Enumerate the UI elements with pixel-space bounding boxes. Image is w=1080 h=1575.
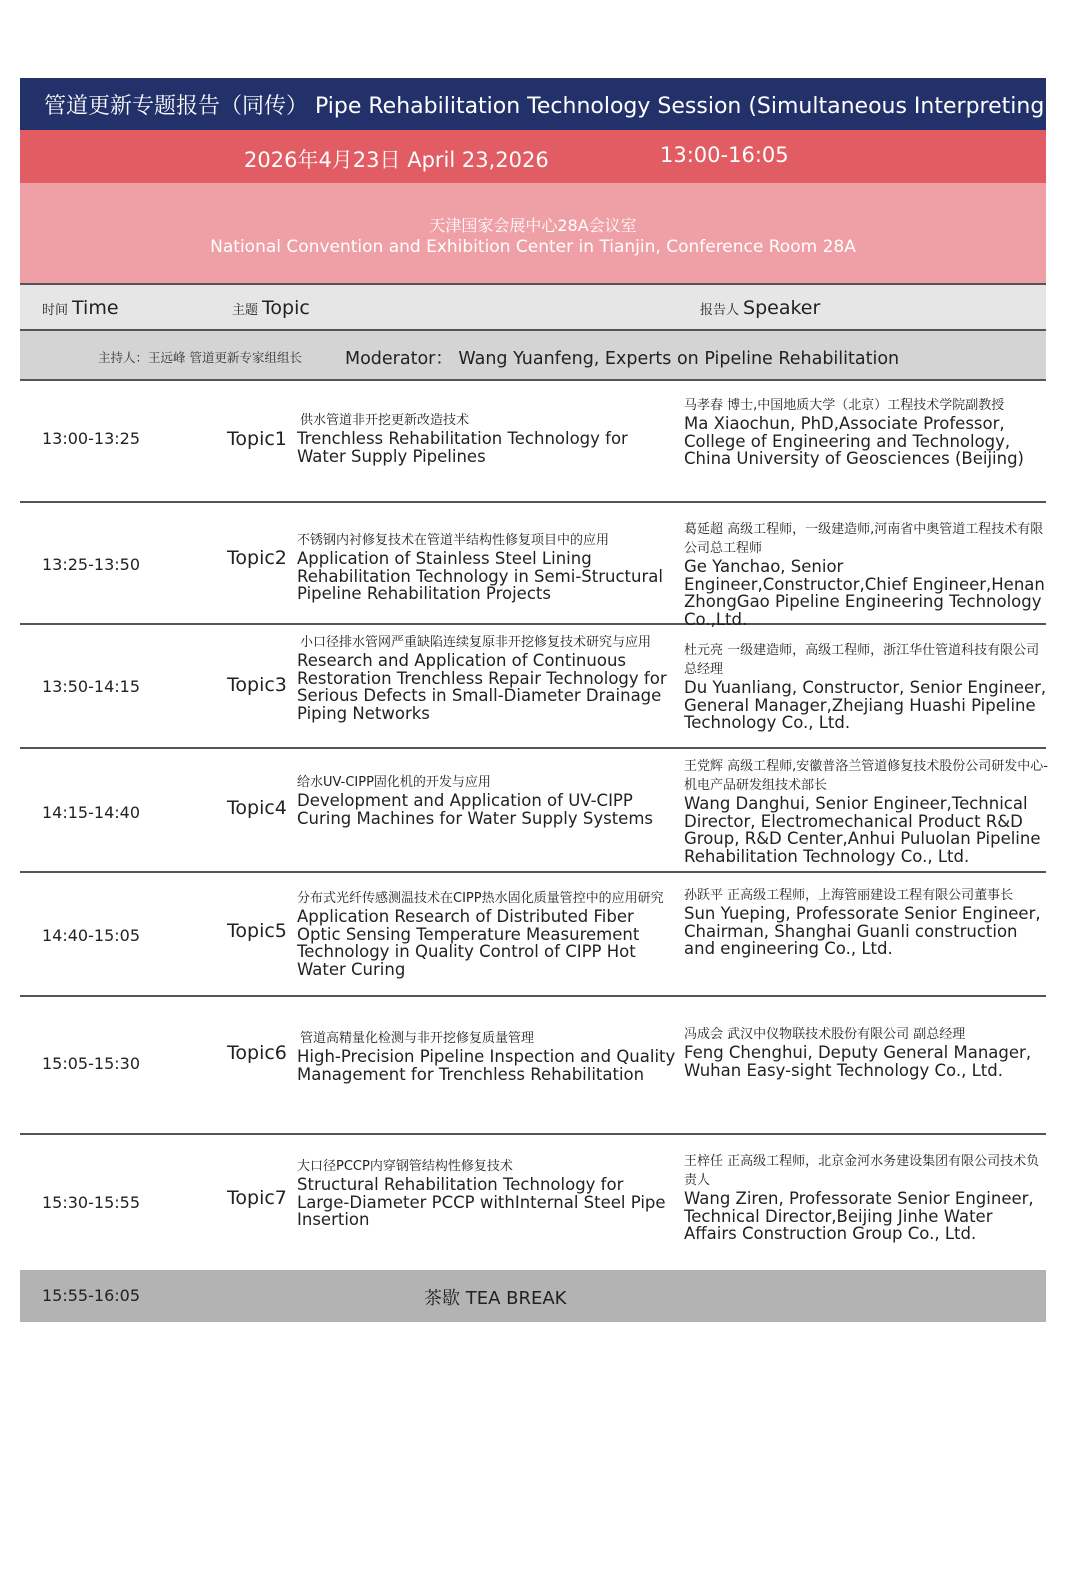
column-header-topic — [232, 297, 310, 319]
row-topic-cn: 小口径排水管网严重缺陷连续复原非开挖修复技术研究与应用 — [300, 635, 652, 650]
row-speaker-en: Wang Danghui, Senior Engineer,Technical Director, Electromechanical Product R&D Group, R&D Center,Anhui Puluolan Pipeline Rehabilitation Technology Co., Ltd. — [684, 794, 1041, 866]
row-topic-number: Topic2 — [227, 547, 287, 569]
row-topic-en: Trenchless Rehabilitation Technology for Water Supply Pipelines — [297, 429, 628, 466]
tea-break-label: 茶歇 TEA BREAK — [424, 1288, 567, 1309]
row-topic-en: Development and Application of UV-CIPP Curing Machines for Water Supply Systems — [297, 791, 653, 828]
row-speaker — [684, 757, 1050, 865]
row-topic-cn: 分布式光纤传感测温技术在CIPP热水固化质量管控中的应用研究 — [297, 891, 664, 906]
agenda-row — [20, 1135, 1046, 1243]
row-topic — [297, 1157, 677, 1229]
row-topic-cn: 供水管道非开挖更新改造技术 — [300, 413, 470, 428]
row-topic — [297, 773, 677, 827]
row-topic-en: Structural Rehabilitation Technology for Large-Diameter PCCP withInternal Steel Pipe Insertion — [297, 1175, 666, 1229]
row-topic-cn: 不锈钢内衬修复技术在管道半结构性修复项目中的应用 — [297, 533, 610, 548]
row-speaker — [684, 641, 1050, 732]
row-speaker — [684, 1025, 1050, 1079]
row-topic-number: Topic1 — [227, 428, 287, 450]
row-speaker-cn: 马孝春 博士,中国地质大学（北京）工程技术学院副教授 — [684, 398, 1005, 413]
venue-en: National Convention and Exhibition Center in Tianjin, Conference Room 28A — [210, 237, 856, 257]
row-speaker-en: Wang Ziren, Professorate Senior Engineer, Technical Director,Beijing Jinhe Water Affairs Construction Group Co., Ltd. — [684, 1189, 1034, 1243]
row-topic-number: Topic6 — [227, 1042, 287, 1064]
column-header-topic-cn: 主题 — [232, 303, 259, 318]
row-topic-cn: 大口径PCCP内穿钢管结构性修复技术 — [297, 1159, 513, 1174]
row-topic-en: Application Research of Distributed Fiber Optic Sensing Temperature Measurement Technology in Quality Control of CIPP Hot Water Curing — [297, 907, 640, 979]
agenda-row — [20, 749, 1046, 873]
column-header-row — [20, 283, 1046, 331]
row-speaker-en: Feng Chenghui, Deputy General Manager, Wuhan Easy-sight Technology Co., Ltd. — [684, 1043, 1032, 1080]
row-speaker-cn: 王梓任 正高级工程师，北京金河水务建设集团有限公司技术负责人 — [684, 1154, 1040, 1188]
column-header-speaker-en: Speaker — [743, 297, 821, 319]
tea-break-time: 15:55-16:05 — [42, 1286, 140, 1305]
date-time-bar — [20, 130, 1046, 183]
row-time: 15:30-15:55 — [42, 1193, 140, 1212]
row-topic-cn: 给水UV-CIPP固化机的开发与应用 — [297, 775, 491, 790]
row-topic — [297, 411, 677, 465]
row-topic-cn: 管道高精量化检测与非开挖修复质量管理 — [300, 1031, 535, 1046]
row-speaker-en: Du Yuanliang, Constructor, Senior Engineer, General Manager,Zhejiang Huashi Pipeline Technology Co., Ltd. — [684, 678, 1047, 732]
row-topic-number: Topic3 — [227, 674, 287, 696]
column-header-speaker — [700, 297, 820, 319]
agenda-row — [20, 503, 1046, 629]
row-speaker — [684, 1152, 1050, 1243]
column-header-speaker-cn: 报告人 — [700, 303, 740, 318]
row-topic-en: High-Precision Pipeline Inspection and Quality Management for Trenchless Rehabilitation — [297, 1047, 676, 1084]
agenda-sheet — [20, 78, 1053, 1322]
row-topic-en: Research and Application of Continuous Restoration Trenchless Repair Technology for Serious Defects in Small-Diameter Drainage Piping Networks — [297, 651, 667, 723]
column-header-time-cn: 时间 — [42, 303, 69, 318]
agenda-row — [20, 873, 1046, 997]
venue-bar — [20, 183, 1046, 283]
tea-break-row — [20, 1270, 1046, 1322]
row-speaker-en: Sun Yueping, Professorate Senior Engineer, Chairman, Shanghai Guanli construction and engineering Co., Ltd. — [684, 904, 1041, 958]
column-header-topic-en: Topic — [262, 297, 310, 319]
row-speaker — [684, 396, 1050, 468]
agenda-row — [20, 625, 1046, 749]
row-speaker-cn: 冯成会 武汉中仪物联技术股份有限公司 副总经理 — [684, 1027, 966, 1042]
row-speaker-en: Ge Yanchao, Senior Engineer,Constructor,Chief Engineer,Henan ZhongGao Pipeline Engineering Technology Co.,Ltd. — [684, 557, 1045, 629]
session-title: 管道更新专题报告（同传） Pipe Rehabilitation Technology Session (Simultaneous Interpreting) — [44, 93, 1053, 119]
row-speaker-cn: 葛延超 高级工程师，一级建造师,河南省中奥管道工程技术有限公司总工程师 — [684, 522, 1044, 556]
row-time: 14:40-15:05 — [42, 926, 140, 945]
row-speaker — [684, 520, 1050, 628]
row-speaker — [684, 886, 1050, 958]
row-topic — [297, 633, 677, 722]
row-topic-number: Topic5 — [227, 920, 287, 942]
row-topic-number: Topic7 — [227, 1187, 287, 1209]
row-topic — [297, 889, 677, 978]
row-time: 13:25-13:50 — [42, 555, 140, 574]
row-time: 14:15-14:40 — [42, 803, 140, 822]
session-date: 2026年4月23日 April 23,2026 — [244, 148, 549, 172]
column-header-time-en: Time — [72, 297, 119, 319]
venue-cn: 天津国家会展中心28A会议室 — [429, 216, 637, 235]
column-header-time — [42, 297, 119, 319]
row-topic-number: Topic4 — [227, 797, 287, 819]
row-time: 13:50-14:15 — [42, 677, 140, 696]
row-time: 15:05-15:30 — [42, 1054, 140, 1073]
agenda-row — [20, 381, 1046, 503]
session-time: 13:00-16:05 — [660, 143, 789, 167]
agenda-row — [20, 997, 1046, 1135]
row-time: 13:00-13:25 — [42, 429, 140, 448]
row-topic-en: Application of Stainless Steel Lining Rehabilitation Technology in Semi-Structural Pipeline Rehabilitation Projects — [297, 549, 663, 603]
session-title-bar — [20, 78, 1053, 130]
moderator-en: Moderator： Wang Yuanfeng, Experts on Pipeline Rehabilitation — [345, 349, 900, 369]
row-speaker-cn: 杜元亮 一级建造师，高级工程师，浙江华仕管道科技有限公司总经理 — [684, 643, 1040, 677]
moderator-row — [20, 331, 1046, 381]
moderator-cn: 主持人：王远峰 管道更新专家组组长 — [98, 350, 302, 365]
row-topic — [297, 531, 677, 603]
row-speaker-cn: 孙跃平 正高级工程师，上海管丽建设工程有限公司董事长 — [684, 888, 1014, 903]
row-topic — [297, 1029, 677, 1083]
row-speaker-en: Ma Xiaochun, PhD,Associate Professor, College of Engineering and Technology, China University of Geosciences (Beijing) — [684, 414, 1024, 468]
row-speaker-cn: 王党辉 高级工程师,安徽普洛兰管道修复技术股份公司研发中心-机电产品研发组技术部长 — [684, 759, 1048, 793]
